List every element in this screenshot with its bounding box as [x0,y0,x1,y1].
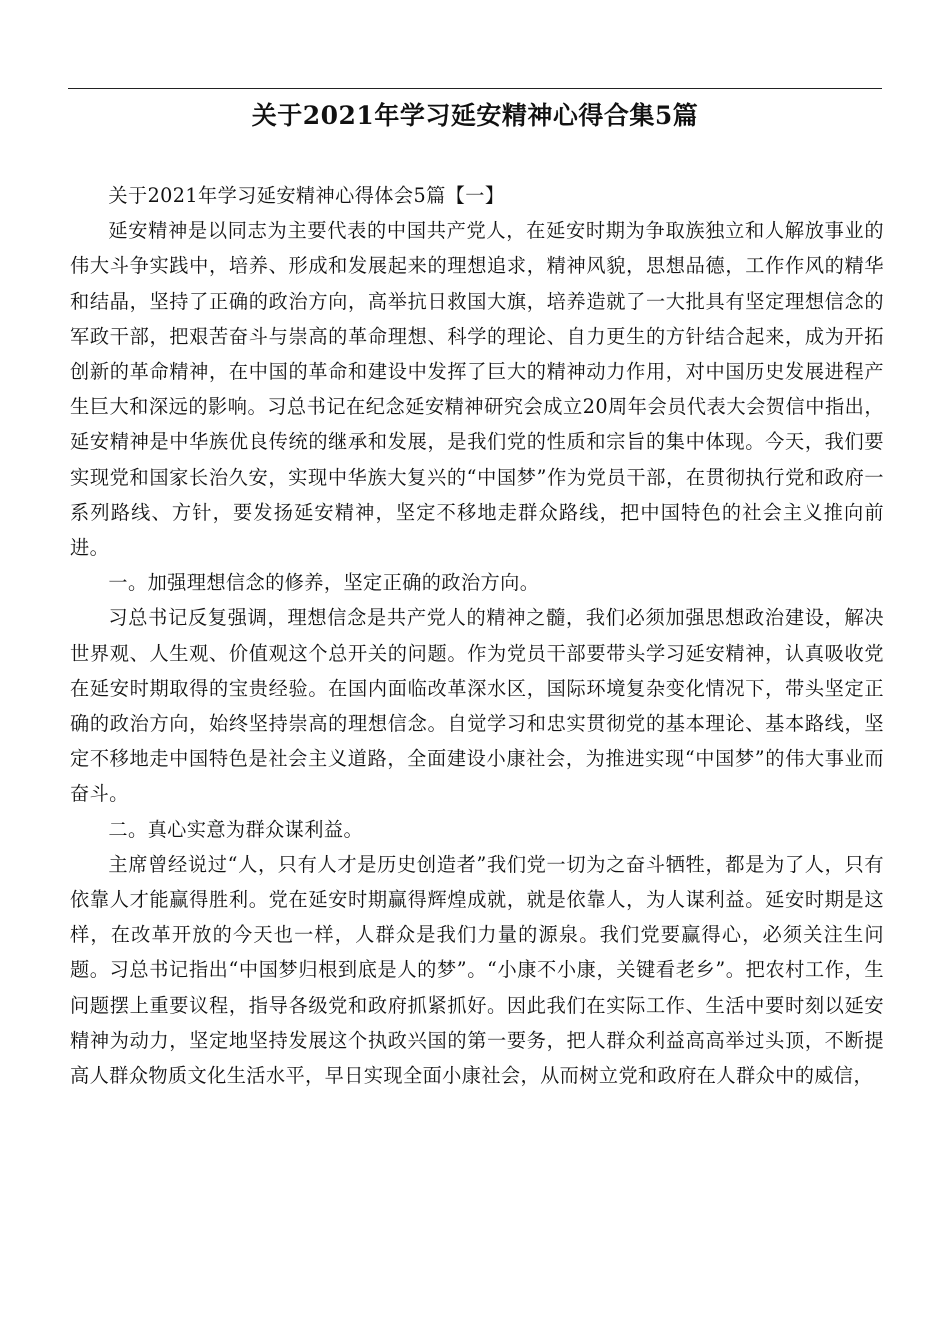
point-heading-one: 一。加强理想信念的修养，坚定正确的政治方向。 [108,571,540,595]
document-title: 关于2021年学习延安精神心得合集5篇 [251,101,699,130]
body-paragraph: 习总书记反复强调，理想信念是共产党人的精神之髓，我们必须加强思想政治建设，解决世界观、人生观、价值观这个总开关的问题。作为党员干部要带头学习延安精神，认真吸收党在延安时期取得的宝贵经验。在国内面临改革深水区，国际环境复杂变化情况下，带头坚定正确的政治方向，始终坚持崇高的理想信念。自觉学习和忠实贯彻党的基本理论、基本路线，坚定不移地走中国特色是社会主义道路，全面建设小康社会，为推进实现“中国梦”的伟大事业而奋斗。 [70,606,884,806]
body-paragraph: 主席曾经说过“人，只有人才是历史创造者”我们党一切为之奋斗牺牲，都是为了人，只有依靠人才能赢得胜利。党在延安时期赢得辉煌成就，就是依靠人，为人谋利益。延安时期是这样，在改革开放的今天也一样，人群众是我们力量的源泉。我们党要赢得心，必须关注生问题。习总书记指出“中国梦归根到底是人的梦”。“小康不小康，关键看老乡”。把农村工作，生问题摆上重要议程，指导各级党和政府抓紧抓好。因此我们在实际工作、生活中要时刻以延安精神为动力，坚定地坚持发展这个执政兴国的第一要务，把人群众利益高高举过头顶，不断提高人群众物质文化生活水平，早日实现全面小康社会，从而树立党和政府在人群众中的威信， [70,852,884,1088]
point-heading-two: 二。真心实意为群众谋利益。 [108,817,364,841]
document-body [70,178,884,1093]
body-paragraph: 延安精神是以同志为主要代表的中国共产党人，在延安时期为争取族独立和人解放事业的伟大斗争实践中，培养、形成和发展起来的理想追求，精神风貌，思想品德，工作作风的精华和结晶，坚持了正确的政治方向，高举抗日救国大旗，培养造就了一大批具有坚定理想信念的军政干部，把艰苦奋斗与崇高的革命理想、科学的理论、自力更生的方针结合起来，成为开拓创新的革命精神，在中国的革命和建设中发挥了巨大的精神动力作用，对中国历史发展进程产生巨大和深远的影响。习总书记在纪念延安精神研究会成立20周年会员代表大会贺信中指出，延安精神是中华族优良传统的继承和发展，是我们党的性质和宗旨的集中体现。今天，我们要实现党和国家长治久安，实现中华族大复兴的“中国梦”作为党员干部，在贯彻执行党和政府一系列路线、方针，要发扬延安精神，坚定不移地走群众路线，把中国特色的社会主义推向前进。 [70,219,884,560]
section-heading: 关于2021年学习延安精神心得体会5篇【一】 [108,184,505,207]
header-rule [68,88,882,89]
